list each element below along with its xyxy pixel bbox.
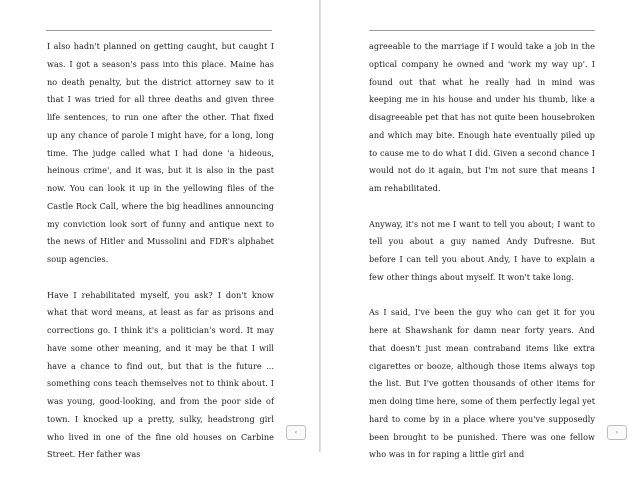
left-page [0,0,319,460]
paragraph: I also hadn't planned on getting caught, but caught I was. I got a season's pass into this place. Maine has no death penalty, but the district attorney saw to it that I was tried for all three deaths and given three life sentences, to run one after the other. That fixed up any chance of parole I might have, for a long, long time. The judge called what I had done 'a hideous, heinous crime', and it was, but it is also in the past now. You can look it up in the yellowing files of the Castle Rock Call, where the big headlines announcing my conviction look sort of funny and antique next to the news of Hitler and Mussolini and FDR's alphabet soup agencies. [47,41,274,264]
paragraph: Have I rehabilitated myself, you ask? I don't know what that word means, at least as far as prisons and corrections go. I think it's a politician's word. It may have some other meaning, and it may be that I will have a chance to find out, but that is the future ... something cons teach themselves not to think about. I was young, good-looking, and from the poor side of town. I knocked up a pretty, sulky, headstrong girl who lived in one of the fine old houses on Carbine Street. Her father was [47,289,274,460]
chevron-left-icon: ‹ [294,429,298,436]
next-page-button[interactable] [607,425,627,440]
header-rule [46,30,272,31]
right-page [321,0,640,460]
chevron-right-icon: › [615,429,619,436]
paragraph: agreeable to the marriage if I would take a job in the optical company he owned and 'work my way up'. I found out that what he really had in mind was keeping me in his house and under his thumb, like a disagreeable pet that has not quite been housebroken and which may bite. Enough hate eventually piled up to cause me to do what I did. Given a second chance I would not do it again, but I'm not sure that means I am rehabilitated. [369,41,595,193]
previous-page-button[interactable] [286,425,306,440]
paragraph: As I said, I've been the guy who can get it for you here at Shawshank for damn near forty years. And that doesn't just mean contraband items like extra cigarettes or booze, although those items always top the list. But I've gotten thousands of other items for men doing time here, some of them perfectly legal yet hard to come by in a place where you've supposedly been brought to be punished. There was one fellow who was in for raping a little girl and [369,307,595,460]
left-page-text [47,38,274,482]
paragraph: Anyway, it's not me I want to tell you about; I want to tell you about a guy named Andy Dufresne. But before I can tell you about Andy, I have to explain a few other things about myself. It won't take long. [369,218,595,282]
header-rule [369,30,595,31]
right-page-text [369,38,595,482]
